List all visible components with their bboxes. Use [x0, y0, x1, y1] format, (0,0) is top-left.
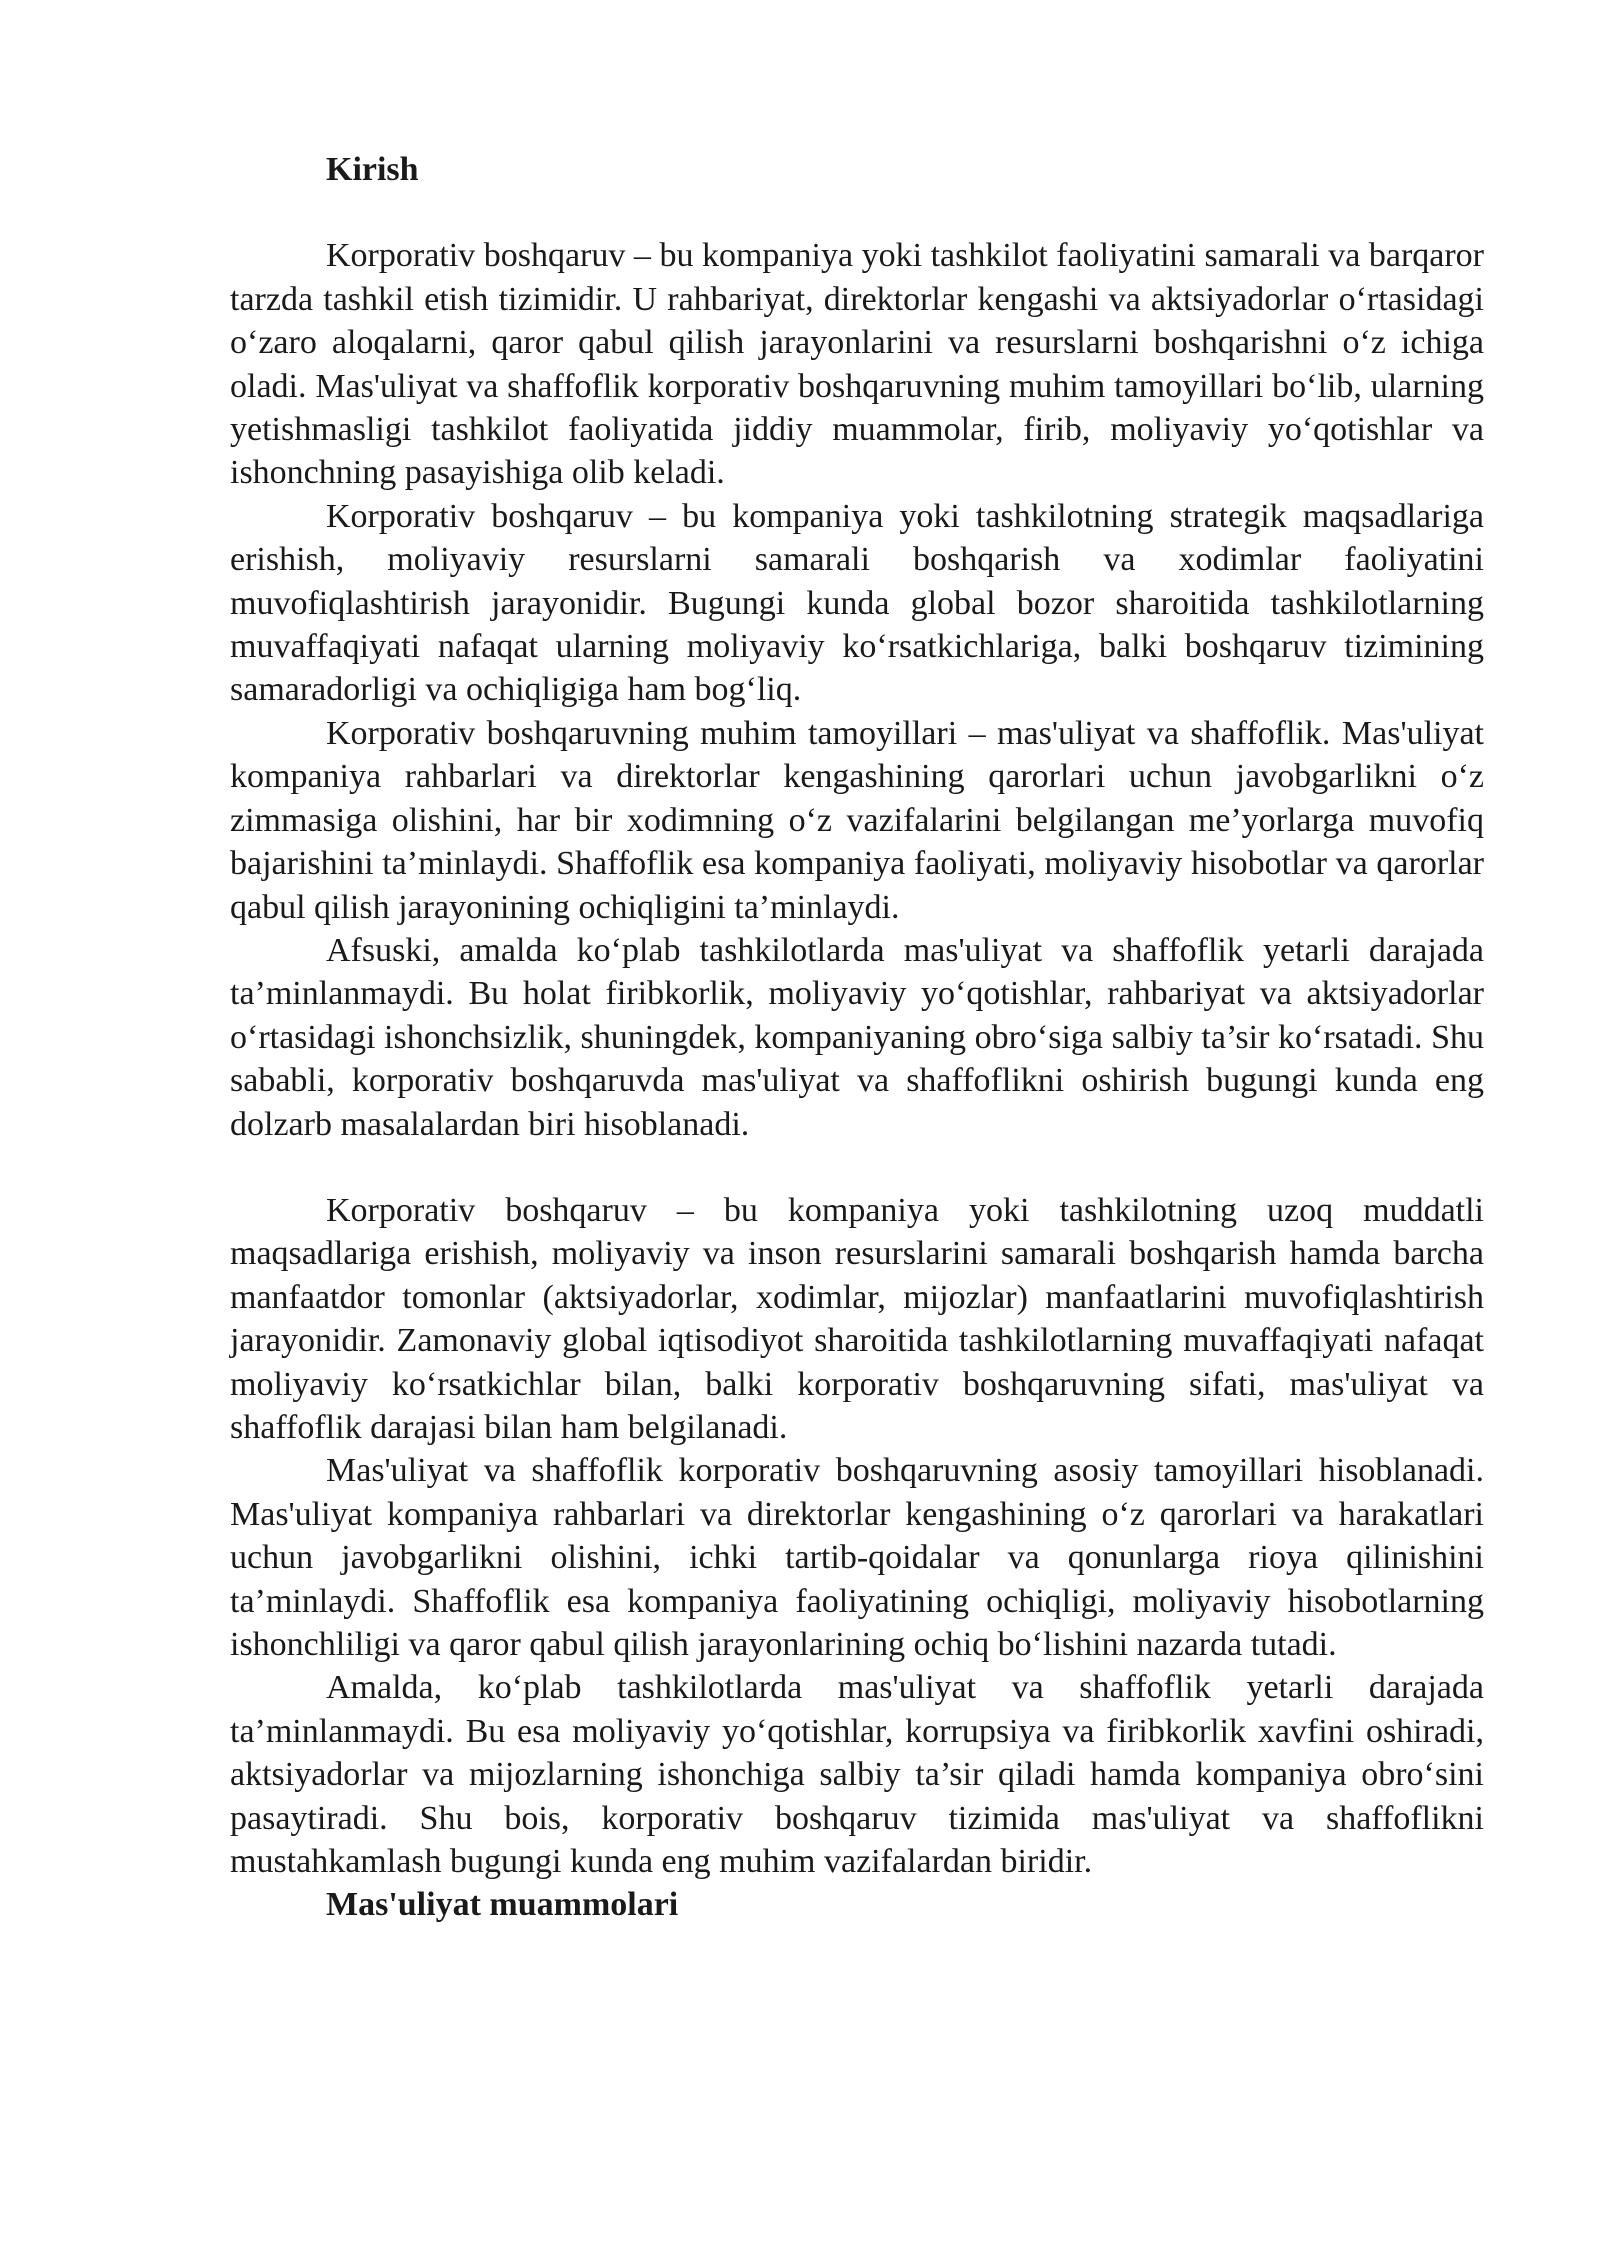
paragraph: Korporativ boshqaruv – bu kompaniya yoki tashkilotning uzoq muddatli maqsadlariga erishish, moliyaviy va inson resurslarini samarali boshqarish hamda barcha manfaatdor tomonlar (aktsiyadorlar, xodimlar, mijozlar) manfaatlarini muvofiqlashtirish jarayonidir. Zamonaviy global iqtisodiyot sharoitida tashkilotlarning muvaffaqiyati nafaqat moliyaviy koʻrsatkichlar bilan, balki korporativ boshqaruvning sifati, mas'uliyat va shaffoflik darajasi bilan ham belgilanadi.	[230, 1191, 1484, 1446]
section-heading-intro: Kirish	[326, 151, 419, 188]
document-body	[230, 148, 1484, 1927]
paragraph: Afsuski, amalda koʻplab tashkilotlarda mas'uliyat va shaffoflik yetarli darajada ta’minlanmaydi. Bu holat firibkorlik, moliyaviy yoʻqotishlar, rahbariyat va aktsiyadorlar oʻrtasidagi ishonchsizlik, shuningdek, kompaniyaning obroʻsiga salbiy ta’sir koʻrsatadi. Shu sababli, korporativ boshqaruvda mas'uliyat va shaffoflikni oshirish bugungi kunda eng dolzarb masalalardan biri hisoblanadi.	[230, 931, 1484, 1143]
section-heading-problems: Mas'uliyat muammolari	[326, 1886, 679, 1924]
paragraph: Korporativ boshqaruv – bu kompaniya yoki tashkilot faoliyatini samarali va barqaror tarzda tashkil etish tizimidir. U rahbariyat, direktorlar kengashi va aktsiyadorlar oʻrtasidagi oʻzaro aloqalarni, qaror qabul qilish jarayonlarini va resurslarni boshqarishni oʻz ichiga oladi. Mas'uliyat va shaffoflik korporativ boshqaruvning muhim tamoyillari boʻlib, ularning yetishmasligi tashkilot faoliyatida jiddiy muammolar, firib, moliyaviy yoʻqotishlar va ishonchning pasayishiga olib keladi.	[230, 237, 1484, 492]
paragraph: Korporativ boshqaruv – bu kompaniya yoki tashkilotning strategik maqsadlariga erishish, moliyaviy resurslarni samarali boshqarish va xodimlar faoliyatini muvofiqlashtirish jarayonidir. Bugungi kunda global bozor sharoitida tashkilotlarning muvaffaqiyati nafaqat ularning moliyaviy koʻrsatkichlariga, balki boshqaruv tizimining samaradorligi va ochiqligiga ham bogʻliq.	[230, 497, 1484, 709]
paragraph: Mas'uliyat va shaffoflik korporativ boshqaruvning asosiy tamoyillari hisoblanadi. Mas'uliyat kompaniya rahbarlari va direktorlar kengashining oʻz qarorlari va harakatlari uchun javobgarlikni olishini, ichki tartib-qoidalar va qonunlarga rioya qilinishini ta’minlaydi. Shaffoflik esa kompaniya faoliyatining ochiqligi, moliyaviy hisobotlarning ishonchliligi va qaror qabul qilish jarayonlarining ochiq boʻlishini nazarda tutadi.	[230, 1452, 1484, 1663]
blank-line	[230, 1146, 1484, 1189]
paragraph: Amalda, koʻplab tashkilotlarda mas'uliyat va shaffoflik yetarli darajada ta’minlanmaydi. Bu esa moliyaviy yoʻqotishlar, korrupsiya va firibkorlik xavfini oshiradi, aktsiyadorlar va mijozlarning ishonchiga salbiy ta’sir qiladi hamda kompaniya obroʻsini pasaytiradi. Shu bois, korporativ boshqaruv tizimida mas'uliyat va shaffoflikni mustahkamlash bugungi kunda eng muhim vazifalardan biridir.	[230, 1669, 1484, 1881]
paragraph: Korporativ boshqaruvning muhim tamoyillari – mas'uliyat va shaffoflik. Mas'uliyat kompaniya rahbarlari va direktorlar kengashining qarorlari uchun javobgarlikni oʻz zimmasiga olishini, har bir xodimning oʻz vazifalarini belgilangan me’yorlarga muvofiq bajarishini ta’minlaydi. Shaffoflik esa kompaniya faoliyati, moliyaviy hisobotlar va qarorlar qabul qilish jarayonining ochiqligini ta’minlaydi.	[230, 714, 1484, 926]
